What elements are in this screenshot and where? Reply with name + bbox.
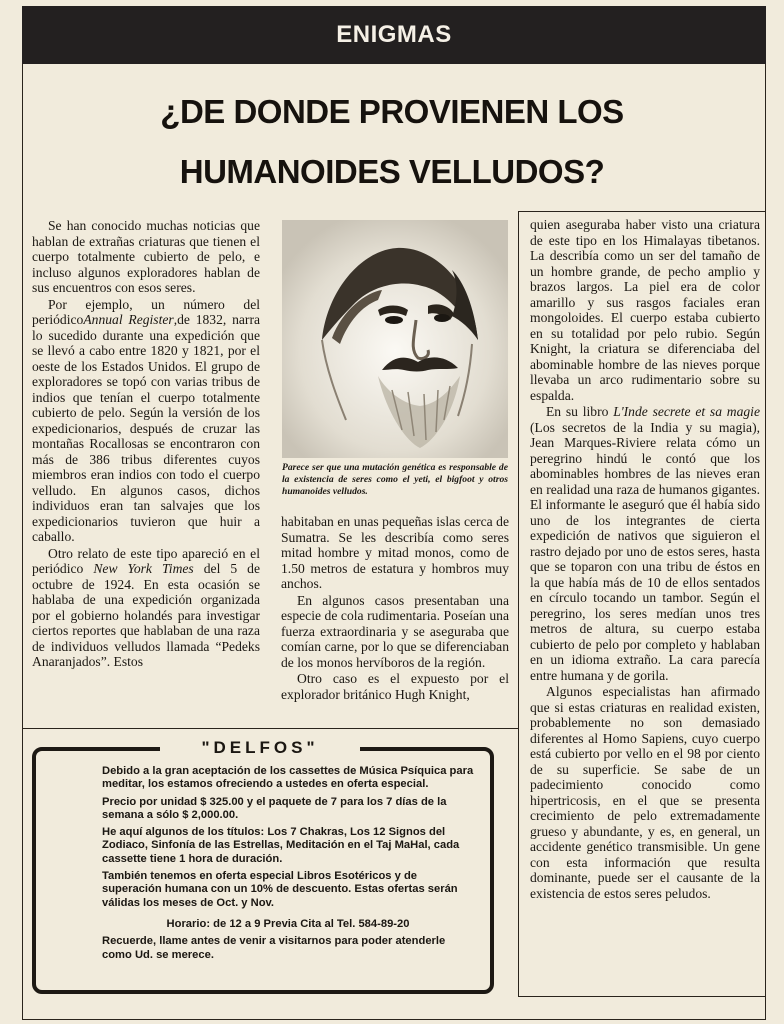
paragraph: En algunos casos presentaban una especie de cola rudimentaria. Poseían una fuerza extraordinaria y se aseguraba que comían carne, por lo que se diferenciaban de los monos hervíboros de la región. (281, 592, 509, 670)
ad-closing: Recuerde, llame antes de venir a visitarnos para poder atenderle como Ud. se merece. (102, 935, 446, 961)
paragraph (32, 546, 260, 670)
paragraph: Algunos especialistas han afirmado que si estas criaturas en realidad existen, probablemente no son demasiado diferentes al Homo Sapiens, cuyo cuerpo está cubierto por vello en el 98 por ciento de su superficie. Se sabe de un padecimiento conocido como hipertricosis, en el que se presenta crecimiento de pelo extremadamente grueso y abundante, y es, en general, un accidente genético transmisible. Un gene con esta información que resulta dominante, puede ser el causante de la existencia de estos seres peludos. (530, 684, 760, 901)
text-run: Otro relato de este tipo apareció en el periódico (32, 545, 260, 576)
periodical-title: Annual Register (83, 312, 174, 327)
photo-caption: Parece ser que una mutación genética es responsable de la existencia de seres como el yeti, el bigfoot y otros humanoides velludos. (282, 462, 508, 497)
middle-column (281, 514, 509, 702)
paragraph: Otro caso es el expuesto por el explorador británico Hugh Knight, (281, 671, 509, 702)
paragraph: habitaban en unas pequeñas islas cerca de Sumatra. Se les describía como seres mitad hombre y mitad monos, como de 1.50 metros de estatura y hombros muy anchos. (281, 514, 509, 591)
hairy-face-illustration-icon (282, 220, 508, 458)
ad-paragraph: He aquí algunos de los títulos: Los 7 Chakras, Los 12 Signos del Zodiaco, Sinfonía de las Estrellas, Meditación en el Taj MaHal, cada cassette tiene 1 hora de duración. (102, 826, 460, 865)
section-title: ENIGMAS (336, 21, 452, 48)
periodical-title: New York Times (93, 561, 194, 576)
right-column (530, 217, 760, 901)
left-column (32, 218, 260, 670)
paragraph (32, 297, 260, 545)
text-run: Por ejemplo, un número del periódico (32, 296, 260, 327)
book-title: L'Inde secrete et sa magie (613, 404, 760, 419)
paragraph: quien aseguraba haber visto una criatura de este tipo en los Himalayas tibetanos. La describía como un ser del tamaño de un hombre grande, de pecho amplio y brazos largos. La piel era de color amarillo y sus rasgos faciales eran mongoloides. El cuerpo estaba cubierto en su totalidad por pelo rubio. Según Knight, la criatura se diferenciaba del abominable hombre de las nieves porque llevaba un arco rudimentario sobre su espalda. (530, 217, 760, 403)
paragraph: Se han conocido muchas noticias que hablan de extrañas criaturas que tienen el cuerpo totalmente cubierto de pelo, e incluso algunos exploradores hablan de sus encuentros con esos seres. (32, 218, 260, 295)
article-headline (40, 82, 744, 202)
text-run: del 5 de octubre de 1924. En esta ocasión se hablaba de una expedición organizada por el gobierno holandés para investigar ciertos reportes que hablaban de una raza de individuos velludos llamada “Pedeks Anaranjados”. Estos (32, 561, 260, 669)
text-run: ,de 1832, narra lo sucedido durante una expedición que se llevó a cabo entre 1820 y 1821, por el oeste de los Estados Unidos. El grupo de exploradores se topó con varias tribus de indios que tenían el cuerpo totalmente cubierto de pelo. Según la versión de los expedicionarios, después de cruzar las montañas Rocallosas se encontraron con más de 386 tribus diferentes cuyos miembros eran indios con todo el cuerpo velludo. En algunos casos, dichos individuos eran tan salvajes que los expedicionarios tuvieron que huir a caballo. (32, 312, 261, 544)
ad-paragraph: Debido a la gran aceptación de los cassettes de Música Psíquica para meditar, los estamos ofreciendo a ustedes en oferta especial. (102, 765, 474, 791)
text-run: En su libro (546, 404, 609, 419)
ad-paragraph: También tenemos en oferta especial Libros Esotéricos y de superación humana con un 10% de descuento. Estas ofertas serán válidas los meses de Oct. y Nov. (102, 870, 458, 909)
section-header (22, 6, 766, 64)
delfos-advertisement (32, 747, 494, 994)
text-run: (Los secretos de la India y su magia), Jean Marques-Riviere relata cómo un peregrino hindú le contó que los abominables hombres de las nieves eran en realidad una raza de humanos gigantes. El informante le aseguró que él había sido uno de los integrantes de cierta expedición de nativos que siguieron el rastro dejado por uno de estos seres, hasta que se toparon con una tribu de éstos en la que había más de 10 de ellos sentados en círculo tocando un tambor. Según el peregrino, los seres medían unos tres metros de altura, su cuerpo estaba cubierto de pelo por completo y hablaban en un idioma extraño. La cara parecía entre humana y de gorila. (530, 419, 760, 683)
paragraph (530, 404, 760, 683)
headline-line-1: ¿DE DONDE PROVIENEN LOS (160, 93, 624, 130)
headline-line-2: HUMANOIDES VELLUDOS? (179, 153, 605, 190)
ad-hours: Horario: de 12 a 9 Previa Cita al Tel. 584-89-20 (166, 917, 410, 930)
ad-title: "DELFOS" (160, 737, 360, 759)
ad-paragraph: Precio por unidad $ 325.00 y el paquete de 7 para los 7 días de la semana a sólo $ 2,000.00. (102, 795, 447, 821)
